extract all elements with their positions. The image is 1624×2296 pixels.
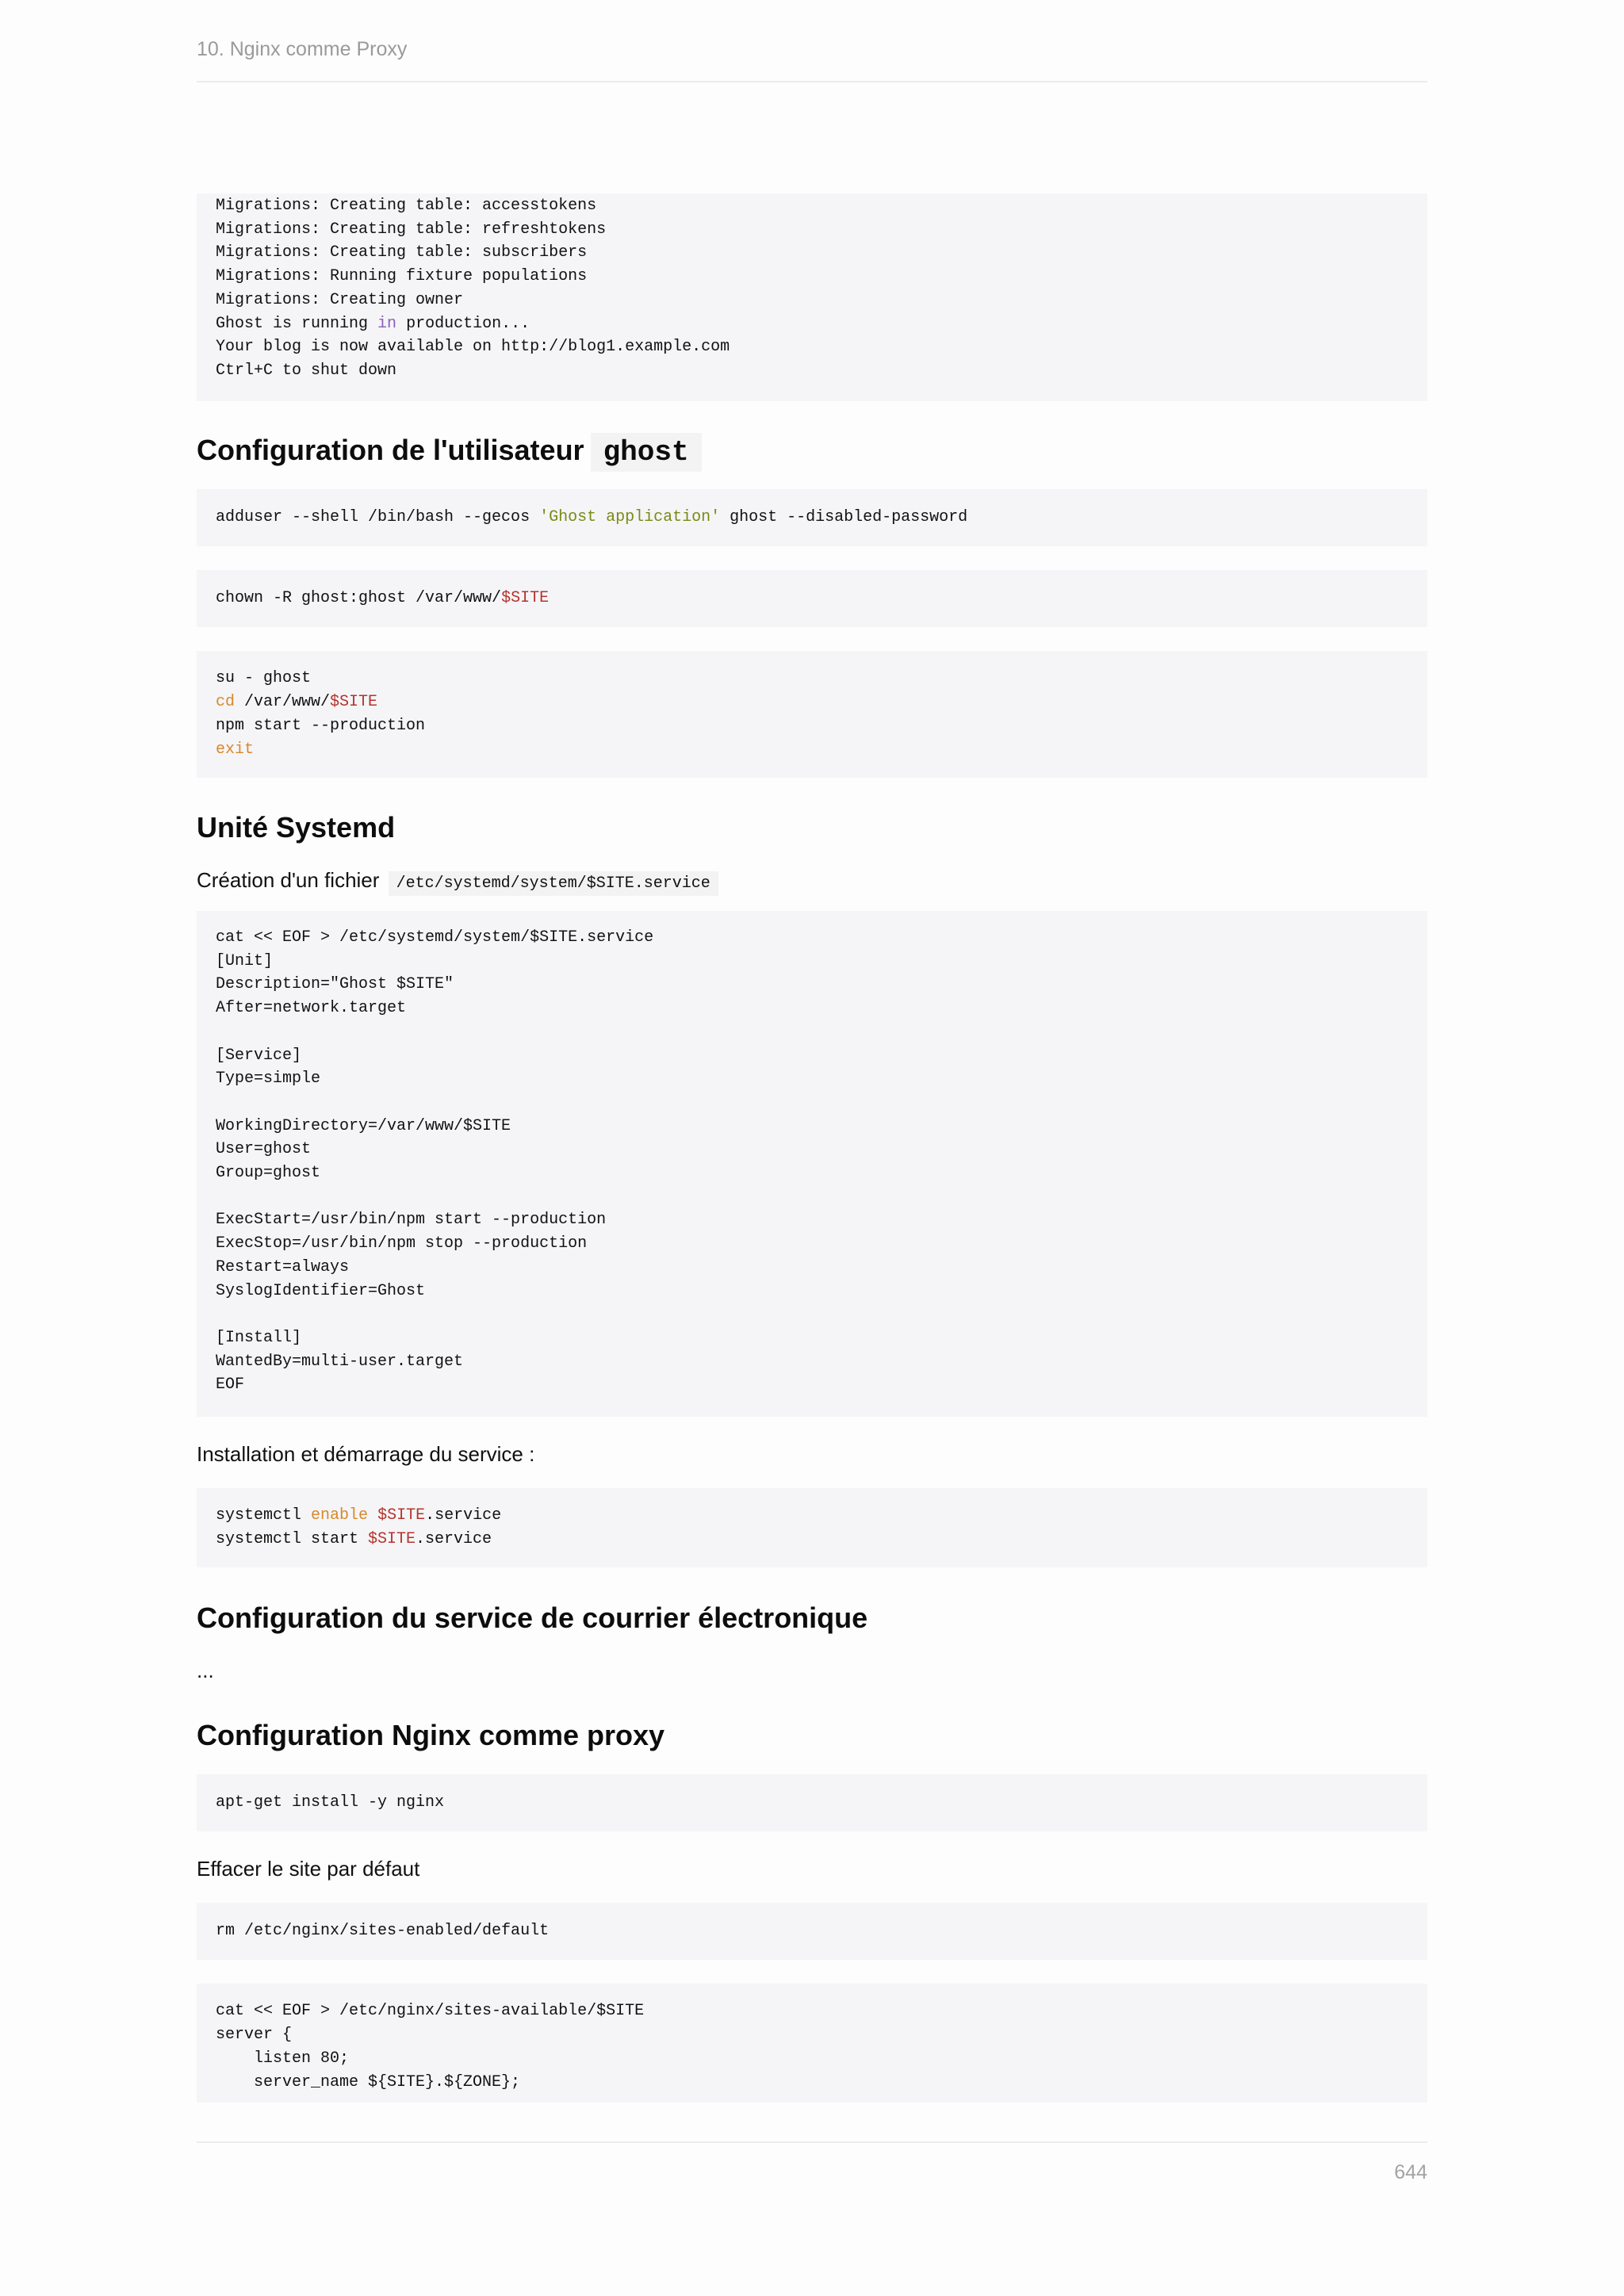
heading-inline-code: ghost <box>591 433 702 472</box>
code-line: Ghost is running <box>216 314 378 333</box>
code-line: Your blog is now available on http://blog1.example.com <box>216 338 730 357</box>
code-line: SyslogIdentifier=Ghost <box>216 1281 426 1300</box>
code-line: [Install] <box>216 1328 302 1347</box>
code-block-nginx-site <box>197 1984 1427 2103</box>
code-line: Restart=always <box>216 1257 350 1276</box>
code-line: Migrations: Creating table: accesstokens <box>216 197 597 215</box>
code-variable: $SITE <box>377 1506 426 1525</box>
code-line: WorkingDirectory=/var/www/$SITE <box>216 1116 511 1135</box>
code-line: Migrations: Creating table: refreshtokens <box>216 220 607 239</box>
code-line: Migrations: Creating table: subscribers <box>216 243 588 262</box>
code-line: server { <box>216 2026 293 2044</box>
code-block-apt-get: apt-get install -y nginx <box>197 1774 1427 1831</box>
code-block-adduser: adduser --shell /bin/bash --gecos 'Ghost application' ghost --disabled-password <box>197 489 1427 546</box>
code-block-rm: rm /etc/nginx/sites-enabled/default <box>197 1903 1427 1960</box>
section-heading-mail: Configuration du service de courrier électronique <box>197 1601 868 1634</box>
code-block-systemctl: systemctl enable $SITE.service systemctl start $SITE.service <box>197 1488 1427 1567</box>
code-keyword: exit <box>216 740 255 759</box>
code-line: User=ghost <box>216 1140 312 1159</box>
code-block-migrations <box>197 193 1427 401</box>
code-line: ExecStart=/usr/bin/npm start --production <box>216 1211 607 1230</box>
section-heading-nginx: Configuration Nginx comme proxy <box>197 1719 665 1751</box>
code-line: listen 80; <box>216 2049 350 2068</box>
section-heading-systemd: Unité Systemd <box>197 811 396 844</box>
page-number: 644 <box>1394 2161 1427 2183</box>
code-line: Ctrl+C to shut down <box>216 361 397 380</box>
code-line: Type=simple <box>216 1070 321 1089</box>
code-line: After=network.target <box>216 999 407 1018</box>
code-line: [Service] <box>216 1046 302 1065</box>
code-variable: $SITE <box>501 589 550 607</box>
code-block-su: su - ghost cd /var/www/$SITE npm start --production exit <box>197 651 1427 778</box>
code-line: Migrations: Creating owner <box>216 290 464 309</box>
footer-divider <box>197 2141 1427 2143</box>
code-line: cat << EOF > /etc/nginx/sites-available/$SITE <box>216 2002 645 2020</box>
code-line: cat << EOF > /etc/systemd/system/$SITE.service <box>216 928 654 947</box>
running-header <box>197 38 1427 82</box>
code-line: EOF <box>216 1376 245 1395</box>
code-line: server_name ${SITE}.${ZONE}; <box>216 2073 521 2091</box>
code-variable: $SITE <box>330 693 378 711</box>
code-line: [Unit] <box>216 951 274 970</box>
code-line: production... <box>396 314 530 333</box>
code-keyword: in <box>377 314 397 333</box>
code-string: 'Ghost application' <box>539 508 721 526</box>
code-line: Group=ghost <box>216 1164 321 1183</box>
code-variable: $SITE <box>368 1530 416 1548</box>
chapter-title: 10. Nginx comme Proxy <box>197 38 408 60</box>
code-block-chown: chown -R ghost:ghost /var/www/$SITE <box>197 570 1427 627</box>
section-heading-user: Configuration de l'utilisateur ghost <box>197 431 1427 472</box>
code-line: ExecStop=/usr/bin/npm stop --production <box>216 1234 588 1253</box>
code-keyword: cd <box>216 693 236 711</box>
paragraph-delete-default: Effacer le site par défaut <box>197 1857 420 1881</box>
inline-code-path: /etc/systemd/system/$SITE.service <box>389 871 718 896</box>
code-keyword: enable <box>311 1506 369 1525</box>
paragraph-install: Installation et démarrage du service : <box>197 1442 535 1466</box>
code-block-unit-file <box>197 911 1427 1417</box>
paragraph-mail: ... <box>197 1659 214 1682</box>
code-line: Migrations: Running fixture populations <box>216 267 588 286</box>
code-line: Description="Ghost $SITE" <box>216 975 454 994</box>
paragraph-systemd-intro: Création d'un fichier /etc/systemd/system/$SITE.service <box>197 866 1427 898</box>
code-line: WantedBy=multi-user.target <box>216 1352 464 1371</box>
